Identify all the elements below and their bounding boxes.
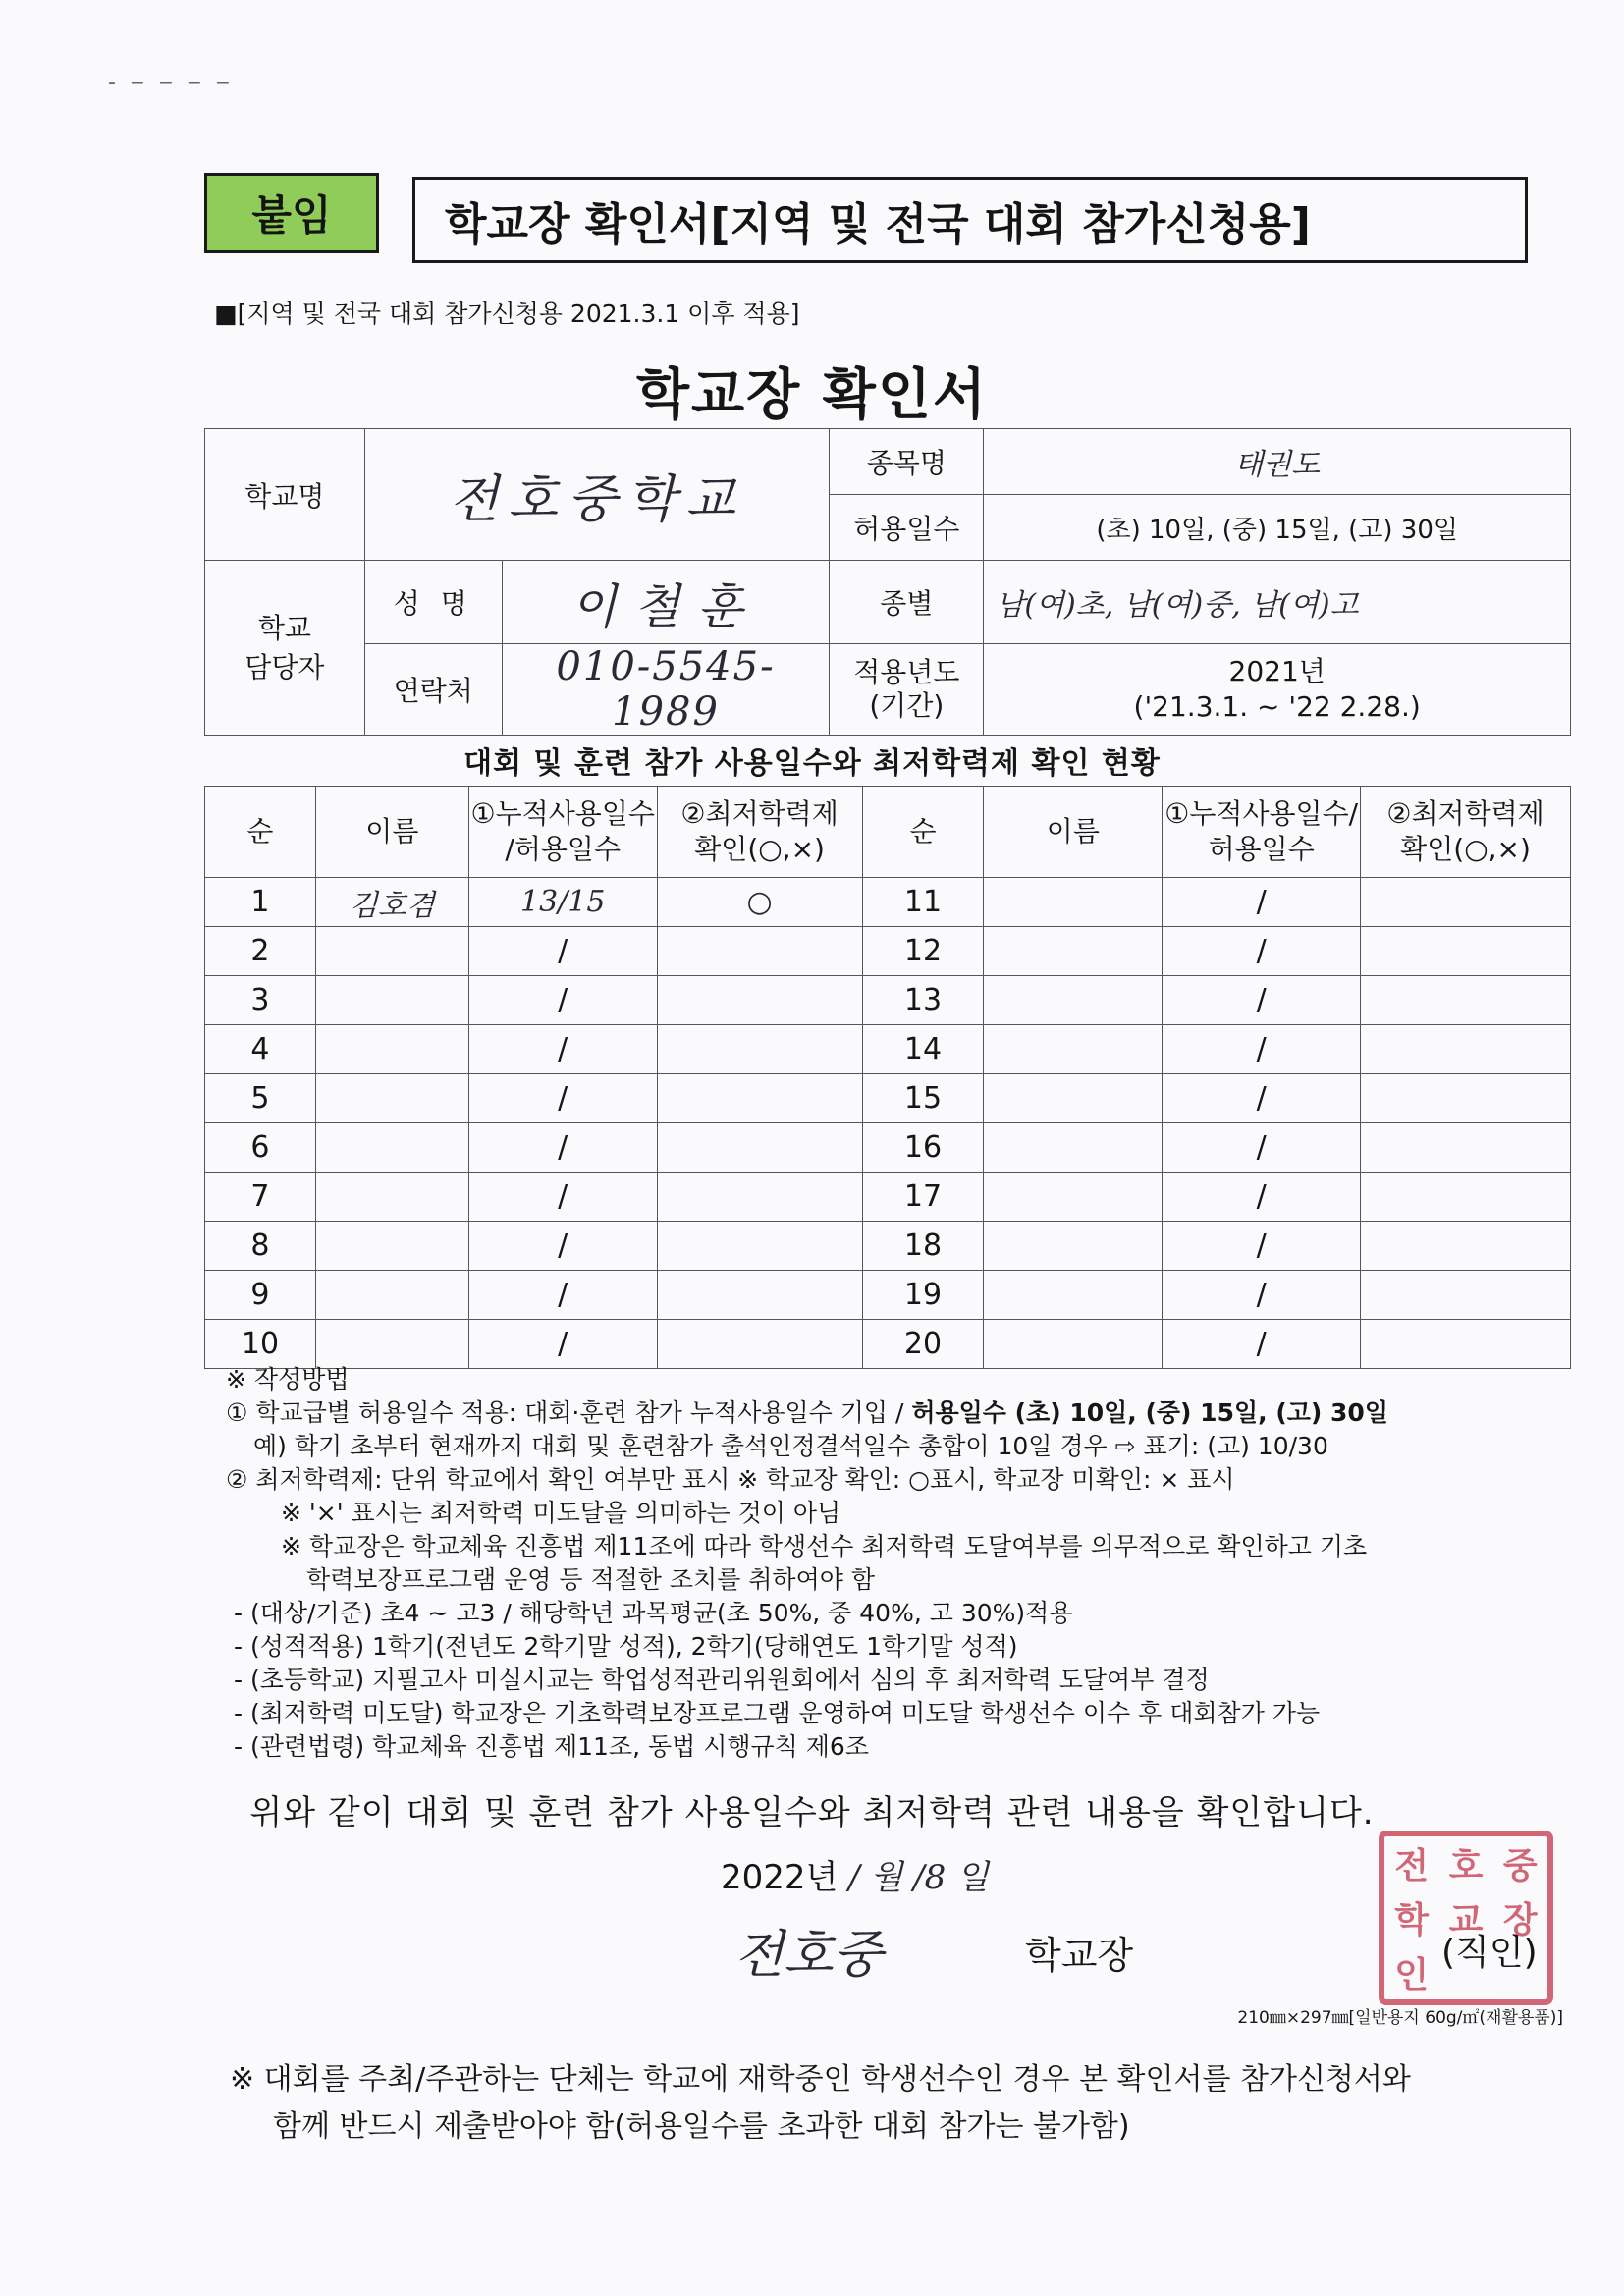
row-name <box>984 1173 1163 1222</box>
row-days: / <box>468 1074 657 1123</box>
row-check <box>1361 1222 1571 1271</box>
seal-glyph: 호 <box>1448 1846 1484 1887</box>
date-month: / 월 <box>848 1858 903 1897</box>
row-check <box>1361 1025 1571 1074</box>
row-no: 2 <box>205 927 316 976</box>
name-value: 이철훈 <box>502 561 830 644</box>
instructions <box>226 1363 1581 1764</box>
row-check <box>1361 927 1571 976</box>
row-check <box>657 1074 862 1123</box>
table-row <box>205 1222 1571 1271</box>
row-name <box>984 1222 1163 1271</box>
notes-heading: ※ 작성방법 <box>226 1365 350 1394</box>
row-no: 9 <box>205 1271 316 1320</box>
row-check: ○ <box>657 878 862 927</box>
participation-table <box>204 786 1571 1369</box>
seal-glyph: 교 <box>1448 1900 1484 1941</box>
table-row <box>205 1123 1571 1173</box>
contact-value: 010-5545-1989 <box>502 644 830 736</box>
year-cell <box>984 644 1571 736</box>
row-no: 17 <box>862 1173 984 1222</box>
row-no: 11 <box>862 878 984 927</box>
row-check <box>1361 1173 1571 1222</box>
row-days: / <box>1163 927 1361 976</box>
allowed-days-value: (초) 10일, (중) 15일, (고) 30일 <box>984 495 1571 561</box>
footer-note <box>230 2056 1411 2151</box>
year-label: 적용년도 (기간) <box>830 644 984 736</box>
table-row <box>205 1074 1571 1123</box>
table-row <box>205 1320 1571 1369</box>
row-name <box>984 878 1163 927</box>
row-no: 16 <box>862 1123 984 1173</box>
official-seal <box>1379 1831 1553 2005</box>
row-check <box>657 1173 862 1222</box>
year-value: 2021년 <box>1228 655 1326 687</box>
row-no: 14 <box>862 1025 984 1074</box>
event-label: 종목명 <box>830 429 984 495</box>
col-check-header: ②최저학력제 확인(○,×) <box>657 787 862 878</box>
contact-label: 연락처 <box>364 644 502 736</box>
row-days: / <box>1163 1025 1361 1074</box>
detail-4: - (최저학력 미도달) 학교장은 기초학력보장프로그램 운영하여 미도달 학생선수 이수 후 대회참가 가능 <box>234 1699 1321 1727</box>
row-check <box>1361 1320 1571 1369</box>
row-check <box>657 976 862 1025</box>
table-row <box>205 976 1571 1025</box>
row-days: / <box>468 1222 657 1271</box>
row-check <box>1361 1123 1571 1173</box>
row-no: 6 <box>205 1123 316 1173</box>
table-row <box>205 1025 1571 1074</box>
col-no-header: 순 <box>862 787 984 878</box>
allowed-days-label: 허용일수 <box>830 495 984 561</box>
attachment-tag: 붙임 <box>204 173 379 253</box>
row-no: 1 <box>205 878 316 927</box>
row-name <box>984 1320 1163 1369</box>
seal-glyph: 학 <box>1394 1900 1430 1941</box>
school-label: 학교명 <box>205 429 365 561</box>
document-title: 학교장 확인서[지역 및 전국 대회 참가신청용] <box>412 177 1528 263</box>
row-check <box>657 1123 862 1173</box>
school-signature: 전호중 <box>734 1926 883 1985</box>
row-check <box>657 1271 862 1320</box>
detail-5: - (관련법령) 학교체육 진흥법 제11조, 동법 시행규칙 제6조 <box>234 1732 869 1761</box>
gender-value: 남(여)초, 남(여)중, 남(여)고 <box>984 561 1571 644</box>
footer-line-1: ※ 대회를 주최/주관하는 단체는 학교에 재학중인 학생선수인 경우 본 확인서를 참가신청서와 <box>230 2062 1411 2097</box>
date-year: 2022년 <box>721 1858 839 1897</box>
paper-spec: 210㎜×297㎜[일반용지 60g/㎡(재활용품)] <box>1237 2008 1563 2028</box>
seal-glyph: 전 <box>1394 1846 1430 1887</box>
seal-glyph: 장 <box>1502 1900 1538 1941</box>
main-title: 학교장 확인서 <box>635 363 989 427</box>
row-no: 4 <box>205 1025 316 1074</box>
row-check <box>657 1025 862 1074</box>
row-name <box>984 927 1163 976</box>
note-4: ※ 학교장은 학교체육 진흥법 제11조에 따라 학생선수 최저학력 도달여부를 의무적으로 확인하고 기초 <box>281 1532 1368 1560</box>
row-name <box>315 1123 468 1173</box>
seal-glyph: 인 <box>1394 1954 1430 1995</box>
row-name <box>315 976 468 1025</box>
row-name <box>315 1320 468 1369</box>
table-row <box>205 878 1571 927</box>
period-value: ('21.3.1. ~ '22 2.28.) <box>1133 690 1421 723</box>
gender-label: 종별 <box>830 561 984 644</box>
note-1-bold: 허용일수 (초) 10일, (중) 15일, (고) 30일 <box>911 1398 1388 1427</box>
note-3: ※ '×' 표시는 최저학력 미도달을 의미하는 것이 아님 <box>281 1499 841 1527</box>
detail-3: - (초등학교) 지필고사 미실시교는 학업성적관리위원회에서 심의 후 최저학력 도달여부 결정 <box>234 1666 1210 1694</box>
row-no: 8 <box>205 1222 316 1271</box>
info-table <box>204 428 1571 736</box>
row-days: / <box>1163 1173 1361 1222</box>
table-row <box>205 1271 1571 1320</box>
col-days-header: ①누적사용일수 /허용일수 <box>468 787 657 878</box>
row-name <box>984 976 1163 1025</box>
applicability-note: ■[지역 및 전국 대회 참가신청용 2021.3.1 이후 적용] <box>214 300 800 328</box>
row-name <box>315 1074 468 1123</box>
row-days: / <box>1163 1074 1361 1123</box>
row-days: / <box>1163 1271 1361 1320</box>
row-name <box>984 1025 1163 1074</box>
row-no: 18 <box>862 1222 984 1271</box>
row-days: / <box>1163 1123 1361 1173</box>
row-no: 3 <box>205 976 316 1025</box>
row-days: / <box>468 1271 657 1320</box>
school-value: 전호중학교 <box>364 429 830 561</box>
col-check-header: ②최저학력제 확인(○,×) <box>1361 787 1571 878</box>
row-name <box>315 1025 468 1074</box>
signature-date <box>721 1850 989 1898</box>
row-check <box>1361 976 1571 1025</box>
row-check <box>1361 878 1571 927</box>
seal-glyph: 중 <box>1502 1846 1538 1887</box>
date-day: /8 일 <box>913 1858 989 1897</box>
row-no: 5 <box>205 1074 316 1123</box>
section-title: 대회 및 훈련 참가 사용일수와 최저학력제 확인 현황 <box>463 746 1161 781</box>
table-header-row <box>205 787 1571 878</box>
note-4-cont: 학력보장프로그램 운영 등 적절한 조치를 취하여야 함 <box>306 1565 875 1594</box>
col-name-header: 이름 <box>984 787 1163 878</box>
note-2: ② 최저학력제: 단위 학교에서 확인 여부만 표시 ※ 학교장 확인: ○표시, 학교장 미확인: × 표시 <box>226 1465 1235 1494</box>
col-no-header: 순 <box>205 787 316 878</box>
row-days: / <box>468 1123 657 1173</box>
detail-1: - (대상/기준) 초4 ~ 고3 / 해당학년 과목평균(초 50%, 중 40%, 고 30%)적용 <box>234 1599 1073 1627</box>
col-name-header: 이름 <box>315 787 468 878</box>
row-name <box>315 1271 468 1320</box>
row-no: 7 <box>205 1173 316 1222</box>
seal-label: (직인) <box>1441 1933 1538 1973</box>
row-check <box>1361 1271 1571 1320</box>
row-days: / <box>468 1173 657 1222</box>
col-days-header: ①누적사용일수/ 허용일수 <box>1163 787 1361 878</box>
row-no: 15 <box>862 1074 984 1123</box>
row-name <box>315 1173 468 1222</box>
name-label: 성 명 <box>364 561 502 644</box>
principal-label: 학교장 <box>1025 1934 1134 1977</box>
row-days: / <box>1163 976 1361 1025</box>
note-1-example: 예) 학기 초부터 현재까지 대회 및 훈련참가 출석인정결석일수 총합이 10일 경우 ⇨ 표기: (고) 10/30 <box>253 1432 1328 1460</box>
row-check <box>1361 1074 1571 1123</box>
row-no: 20 <box>862 1320 984 1369</box>
row-name <box>984 1074 1163 1123</box>
row-check <box>657 1222 862 1271</box>
row-name: 김호겸 <box>315 878 468 927</box>
note-1 <box>226 1396 1581 1430</box>
corner-mark: - ‒ ‒ ‒ ‒ <box>108 71 234 95</box>
row-days: / <box>468 1320 657 1369</box>
row-check <box>657 927 862 976</box>
row-days: / <box>468 927 657 976</box>
row-name <box>984 1123 1163 1173</box>
table-row <box>205 1173 1571 1222</box>
row-name <box>315 1222 468 1271</box>
note-1-text: ① 학교급별 허용일수 적용: 대회·훈련 참가 누적사용일수 기입 / <box>226 1398 912 1427</box>
row-no: 12 <box>862 927 984 976</box>
row-days: / <box>468 1025 657 1074</box>
detail-2: - (성적적용) 1학기(전년도 2학기말 성적), 2학기(당해연도 1학기말 성적) <box>234 1632 1018 1661</box>
row-check <box>657 1320 862 1369</box>
row-no: 13 <box>862 976 984 1025</box>
manager-label: 학교 담당자 <box>205 561 365 736</box>
row-name <box>984 1271 1163 1320</box>
footer-line-2: 함께 반드시 제출받아야 함(허용일수를 초과한 대회 참가는 불가함) <box>273 2109 1130 2144</box>
confirmation-statement: 위와 같이 대회 및 훈련 참가 사용일수와 최저학력 관련 내용을 확인합니다. <box>249 1793 1375 1832</box>
table-row <box>205 927 1571 976</box>
row-name <box>315 927 468 976</box>
row-days: / <box>1163 1320 1361 1369</box>
row-days: 13/15 <box>468 878 657 927</box>
row-days: / <box>468 976 657 1025</box>
row-no: 19 <box>862 1271 984 1320</box>
event-value: 태권도 <box>984 429 1571 495</box>
row-days: / <box>1163 1222 1361 1271</box>
row-days: / <box>1163 878 1361 927</box>
row-no: 10 <box>205 1320 316 1369</box>
